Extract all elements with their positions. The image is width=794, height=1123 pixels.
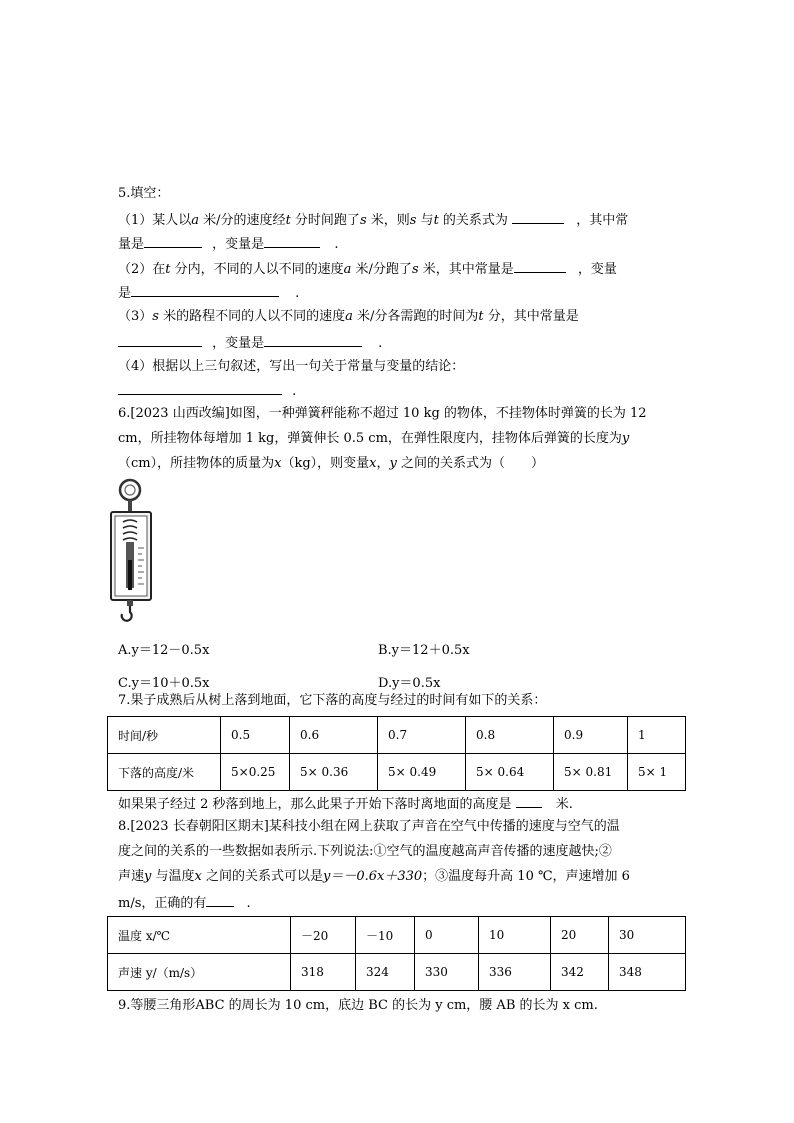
table-cell: 时间/秒	[108, 717, 221, 754]
table-cell: 30	[609, 917, 686, 954]
table-cell: 342	[551, 954, 609, 991]
q8-line3: 声速y 与温度x 之间的关系式可以是y＝－0.6x＋330；③温度每升高 10 ℃，声速增加 6	[118, 869, 630, 884]
q8-line2: 度之间的关系的一些数据如表所示.下列说法:①空气的温度越高声音传播的速度越快;②	[118, 844, 612, 859]
q5-part2-line2: 是 .	[118, 286, 300, 301]
spring-scale-figure	[108, 476, 158, 624]
q9-text: 9.等腰三角形ABC 的周长为 10 cm，底边 BC 的长为 y cm，腰 AB 的长为 x cm.	[118, 998, 598, 1013]
q6-option-b[interactable]: B.y＝12＋0.5x	[378, 643, 470, 658]
q6-line1: 6.[2023 山西改编]如图，一种弹簧秤能称不超过 10 kg 的物体，不挂物体时弹簧的长为 12	[118, 406, 647, 421]
q7-intro: 7.果子成熟后从树上落到地面，它下落的高度与经过的时间有如下的关系：	[118, 693, 547, 708]
q5-part1-line2: 量是 ，变量是 .	[118, 237, 339, 252]
table-cell: 0	[415, 917, 479, 954]
table-row	[108, 717, 686, 754]
table-cell: 0.7	[378, 717, 466, 754]
answer-blank[interactable]	[514, 260, 566, 273]
answer-blank[interactable]	[264, 334, 362, 347]
table-cell: 318	[291, 954, 356, 991]
answer-blank[interactable]	[516, 795, 542, 808]
table-cell: 0.9	[554, 717, 628, 754]
q6-option-c[interactable]: C.y＝10＋0.5x	[118, 676, 210, 691]
table-cell: 5× 0.49	[378, 754, 466, 791]
answer-blank[interactable]	[118, 334, 202, 347]
table-cell: 10	[479, 917, 551, 954]
table-cell: 5× 1	[628, 754, 686, 791]
answer-blank[interactable]	[118, 382, 282, 395]
answer-blank[interactable]	[131, 284, 279, 297]
table-cell: 5× 0.36	[290, 754, 378, 791]
q8-line1: 8.[2023 长春朝阳区期末]某科技小组在网上获取了声音在空气中传播的速度与空气的温	[118, 819, 620, 834]
scale-ring	[120, 480, 140, 500]
table-cell: 5× 0.81	[554, 754, 628, 791]
answer-blank[interactable]	[144, 235, 202, 248]
q8-line4: m/s，正确的有 .	[118, 896, 251, 911]
table-cell: 0.5	[221, 717, 290, 754]
q6-option-d[interactable]: D.y＝0.5x	[378, 676, 441, 691]
q5-part1-line1: （1）某人以a 米/分的速度经t 分时间跑了s 米，则s 与t 的关系式为 ，其中常	[118, 213, 629, 228]
q5-part3-line1: （3）s 米的路程不同的人以不同的速度a 米/分各需跑的时间为t 分，其中常量是	[118, 309, 579, 324]
table-row	[108, 917, 686, 954]
answer-blank[interactable]	[206, 894, 234, 907]
table-cell: 330	[415, 954, 479, 991]
table-cell: 324	[356, 954, 415, 991]
table-cell: 336	[479, 954, 551, 991]
q6-line3: （cm），所挂物体的质量为x（kg），则变量x，y 之间的关系式为（ ）	[118, 456, 545, 471]
table-cell: 5×0.25	[221, 754, 290, 791]
scale-neck	[128, 500, 132, 512]
table-cell: 1	[628, 717, 686, 754]
q8-table	[107, 916, 686, 991]
q7-table	[107, 716, 686, 791]
table-cell: 5× 0.64	[466, 754, 554, 791]
table-cell: －10	[356, 917, 415, 954]
q5-title: 5.填空：	[118, 186, 170, 201]
q5-part3-line2: ，变量是 .	[118, 334, 382, 352]
q5-part4-answer: .	[118, 382, 296, 400]
scale-hook	[122, 606, 132, 621]
table-cell: 下落的高度/米	[108, 754, 221, 791]
table-cell: 348	[609, 954, 686, 991]
table-row	[108, 954, 686, 991]
table-cell: 声速 y/（m/s）	[108, 954, 291, 991]
table-cell: －20	[291, 917, 356, 954]
table-row	[108, 754, 686, 791]
q7-question: 如果果子经过 2 秒落到地上，那么此果子开始下落时离地面的高度是 米.	[118, 797, 573, 812]
answer-blank[interactable]	[512, 211, 564, 224]
q5-part4: （4）根据以上三句叙述，写出一句关于常量与变量的结论：	[118, 359, 465, 374]
answer-blank[interactable]	[264, 235, 320, 248]
table-cell: 0.8	[466, 717, 554, 754]
q6-line2: cm，所挂物体每增加 1 kg，弹簧伸长 0.5 cm，在弹性限度内，挂物体后弹簧的长度为y	[118, 431, 630, 446]
q6-option-a[interactable]: A.y＝12－0.5x	[118, 643, 210, 658]
table-cell: 温度 x/℃	[108, 917, 291, 954]
table-cell: 20	[551, 917, 609, 954]
q5-part2-line1: （2）在t 分内，不同的人以不同的速度a 米/分跑了s 米，其中常量是 ，变量	[118, 262, 617, 277]
table-cell: 0.6	[290, 717, 378, 754]
